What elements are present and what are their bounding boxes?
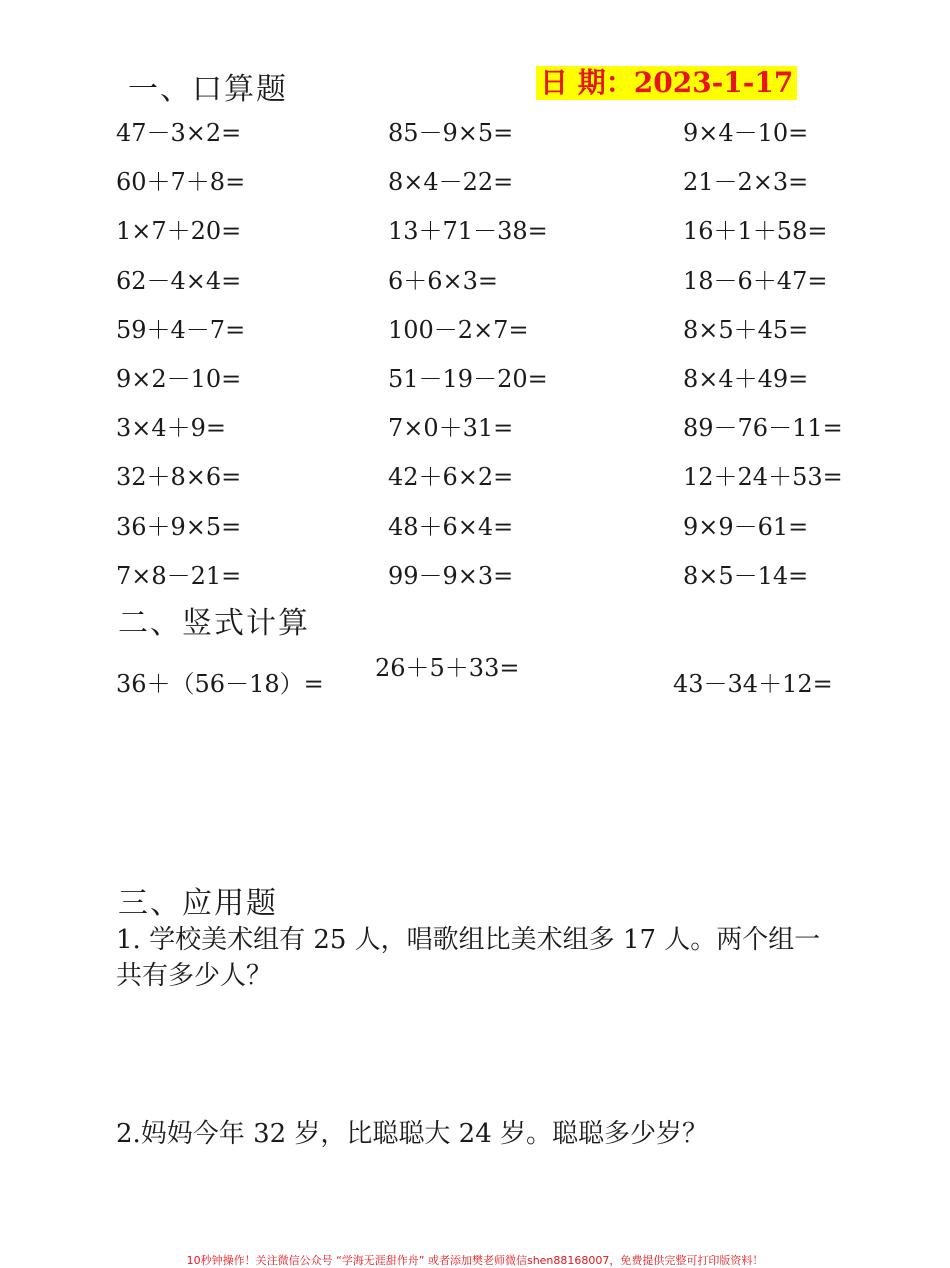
oral-problem: 7×8－21=	[116, 561, 242, 590]
vertical-problem-3: 43－34＋12=	[673, 670, 833, 698]
oral-problem: 47－3×2=	[116, 119, 242, 148]
oral-problem: 48＋6×4=	[388, 512, 514, 541]
oral-problem: 21－2×3=	[683, 168, 809, 197]
oral-problem: 100－2×7=	[388, 315, 529, 344]
oral-problem: 99－9×3=	[388, 561, 514, 590]
oral-problem: 9×9－61=	[683, 512, 809, 541]
oral-problem: 7×0＋31=	[388, 414, 514, 443]
oral-problem-grid	[116, 106, 883, 598]
oral-problem: 6＋6×3=	[388, 266, 499, 295]
oral-problem: 36＋9×5=	[116, 512, 242, 541]
oral-problem: 85－9×5=	[388, 119, 514, 148]
oral-problem: 12＋24＋53=	[683, 463, 843, 492]
oral-problem: 8×4＋49=	[683, 365, 809, 394]
oral-problem: 8×4－22=	[388, 168, 514, 197]
word-problem-1: 1. 学校美术组有 25 人，唱歌组比美术组多 17 人。两个组一共有多少人？	[116, 925, 821, 991]
oral-problem: 89－76－11=	[683, 414, 843, 443]
oral-problem: 8×5＋45=	[683, 315, 809, 344]
oral-problem: 9×2－10=	[116, 365, 242, 394]
oral-problem: 51－19－20=	[388, 365, 548, 394]
section-title-applied: 三、应用题	[118, 886, 278, 921]
oral-problem: 3×4＋9=	[116, 414, 227, 443]
oral-problem: 60＋7＋8=	[116, 168, 246, 197]
oral-problem: 62－4×4=	[116, 266, 242, 295]
oral-problem: 32＋8×6=	[116, 463, 242, 492]
oral-problem: 8×5－14=	[683, 561, 809, 590]
oral-problem: 9×4－10=	[683, 119, 809, 148]
vertical-problem-2: 26＋5＋33=	[375, 654, 520, 682]
footer-notice: 10秒钟操作！关注微信公众号 “学海无涯甜作舟” 或者添加樊老师微信shen88168007，免费提供完整可打印版资料！	[186, 1254, 764, 1267]
oral-problem: 59＋4－7=	[116, 315, 246, 344]
oral-problem: 13＋71－38=	[388, 217, 548, 246]
oral-problem: 1×7＋20=	[116, 217, 242, 246]
oral-problem: 18－6＋47=	[683, 266, 828, 295]
oral-problem: 42＋6×2=	[388, 463, 514, 492]
date-label: 日 期：2023-1-17	[536, 66, 797, 100]
word-problem-2: 2.妈妈今年 32 岁，比聪聪大 24 岁。聪聪多少岁？	[116, 1119, 709, 1149]
vertical-problem-1: 36＋（56－18）=	[116, 670, 324, 698]
section-title-oral: 一、口算题	[128, 72, 288, 107]
section-title-vertical: 二、竖式计算	[118, 606, 310, 641]
oral-problem: 16＋1＋58=	[683, 217, 828, 246]
